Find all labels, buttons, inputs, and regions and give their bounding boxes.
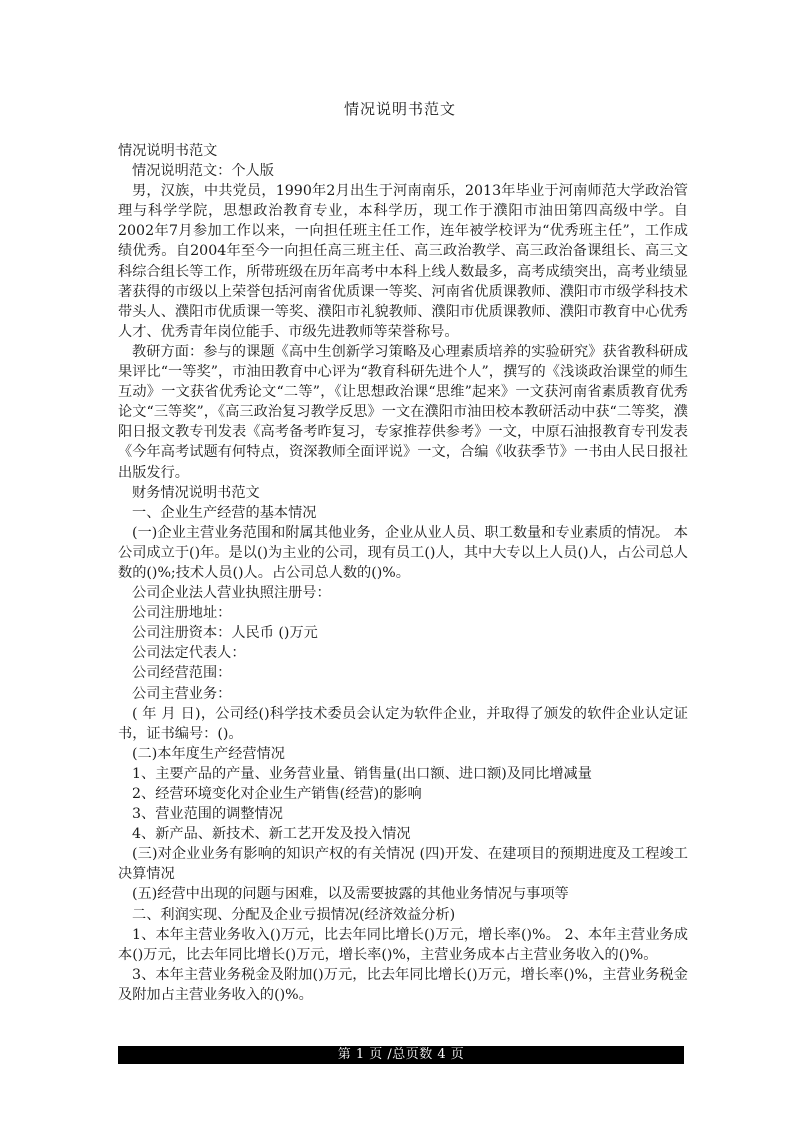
- paragraph: 教研方面：参与的课题《高中生创新学习策略及心理素质培养的实验研究》获省教科研成果评比“一等奖”，市油田教育中心评为“教育科研先进个人”，撰写的《浅谈政治课堂的师生互动》一文获省优秀论文“二等”，《让思想政治课“思维”起来》一文获河南省素质教育优秀论文“三等奖”，《高三政治复习教学反思》一文在濮阳市油田校本教研活动中获“二等奖，濮阳日报文教专刊发表《高考备考昨复习，专家推荐供参考》一文，中原石油报教育专刊发表《今年高考试题有何特点，资深教师全面评说》一文，合编《收获季节》一书由人民日报社出版发行。: [118, 343, 688, 481]
- document-body: [118, 141, 688, 1005]
- paragraph: 公司企业法人营业执照注册号：: [132, 585, 331, 602]
- paragraph: 3、营业范围的调整情况: [132, 806, 283, 823]
- paragraph: (五)经营中出现的问题与困难，以及需要披露的其他业务情况与事项等: [132, 886, 569, 903]
- paragraph: 3、本年主营业务税金及附加()万元，比去年同比增长()万元，增长率()%，主营业务税金及附加占主营业务收入的()%。: [118, 966, 688, 1003]
- paragraph: 情况说明范文：个人版: [132, 163, 274, 180]
- paragraph: (二)本年度生产经营情况: [132, 745, 285, 762]
- page-footer: 第 1 页 /总页数 4 页: [118, 1046, 684, 1064]
- paragraph: 财务情况说明书范文: [132, 484, 260, 501]
- paragraph: 公司法定代表人：: [132, 645, 246, 662]
- paragraph: 2、经营环境变化对企业生产销售(经营)的影响: [132, 786, 422, 802]
- paragraph: ( 年 月 日)，公司经()科学技术委员会认定为软件企业，并取得了颁发的软件企业认定证书，证书编号：()。: [118, 705, 688, 742]
- paragraph: 公司注册地址：: [132, 605, 232, 622]
- paragraph: 公司主营业务：: [132, 685, 232, 702]
- paragraph: 4、新产品、新技术、新工艺开发及投入情况: [132, 826, 411, 843]
- paragraph: 公司注册资本：人民币 ()万元: [132, 625, 318, 642]
- paragraph: 1、本年主营业务收入()万元，比去年同比增长()万元，增长率()%。 2、本年主营业务成本()万元，比去年同比增长()万元，增长率()%，主营业务成本占主营业务收入的()%。: [118, 926, 688, 963]
- page-title: 情况说明书范文: [343, 100, 456, 118]
- paragraph: 1、主要产品的产量、业务营业量、销售量(出口额、进口额)及同比增减量: [132, 765, 592, 782]
- paragraph: (一)企业主营业务范围和附属其他业务，企业从业人员、职工数量和专业素质的情况。 本公司成立于()年。是以()为主业的公司，现有员工()人，其中大专以上人员()人，占公司总人数的()%;技术人员()人。占公司总人数的()%。: [118, 524, 688, 581]
- paragraph: 男，汉族，中共党员，1990年2月出生于河南南乐，2013年毕业于河南师范大学政治管理与科学学院，思想政治教育专业，本科学历，现工作于濮阳市油田第四高级中学。自2002年7月参加工作以来，一向担任班主任工作，连年被学校评为“优秀班主任”，工作成绩优秀。自2004年至今一向担任高三班主任、高三政治教学、高三政治备课组长、高三文科综合组长等工作，所带班级在历年高考中本科上线人数最多，高考成绩突出，高考业绩显著获得的市级以上荣誉包括河南省优质课一等奖、河南省优质课教师、濮阳市市级学科技术带头人、濮阳市优质课一等奖、濮阳市礼貌教师、濮阳市优质课教师、濮阳市教育中心优秀人才、优秀青年岗位能手、市级先进教师等荣誉称号。: [118, 183, 688, 340]
- paragraph: (三)对企业业务有影响的知识产权的有关情况 (四)开发、在建项目的预期进度及工程竣工决算情况: [118, 846, 688, 883]
- paragraph: 情况说明书范文: [118, 143, 218, 159]
- paragraph: 公司经营范围：: [132, 665, 232, 682]
- paragraph: 二、利润实现、分配及企业亏损情况(经济效益分析): [132, 906, 456, 923]
- paragraph: 一、企业生产经营的基本情况: [132, 504, 317, 521]
